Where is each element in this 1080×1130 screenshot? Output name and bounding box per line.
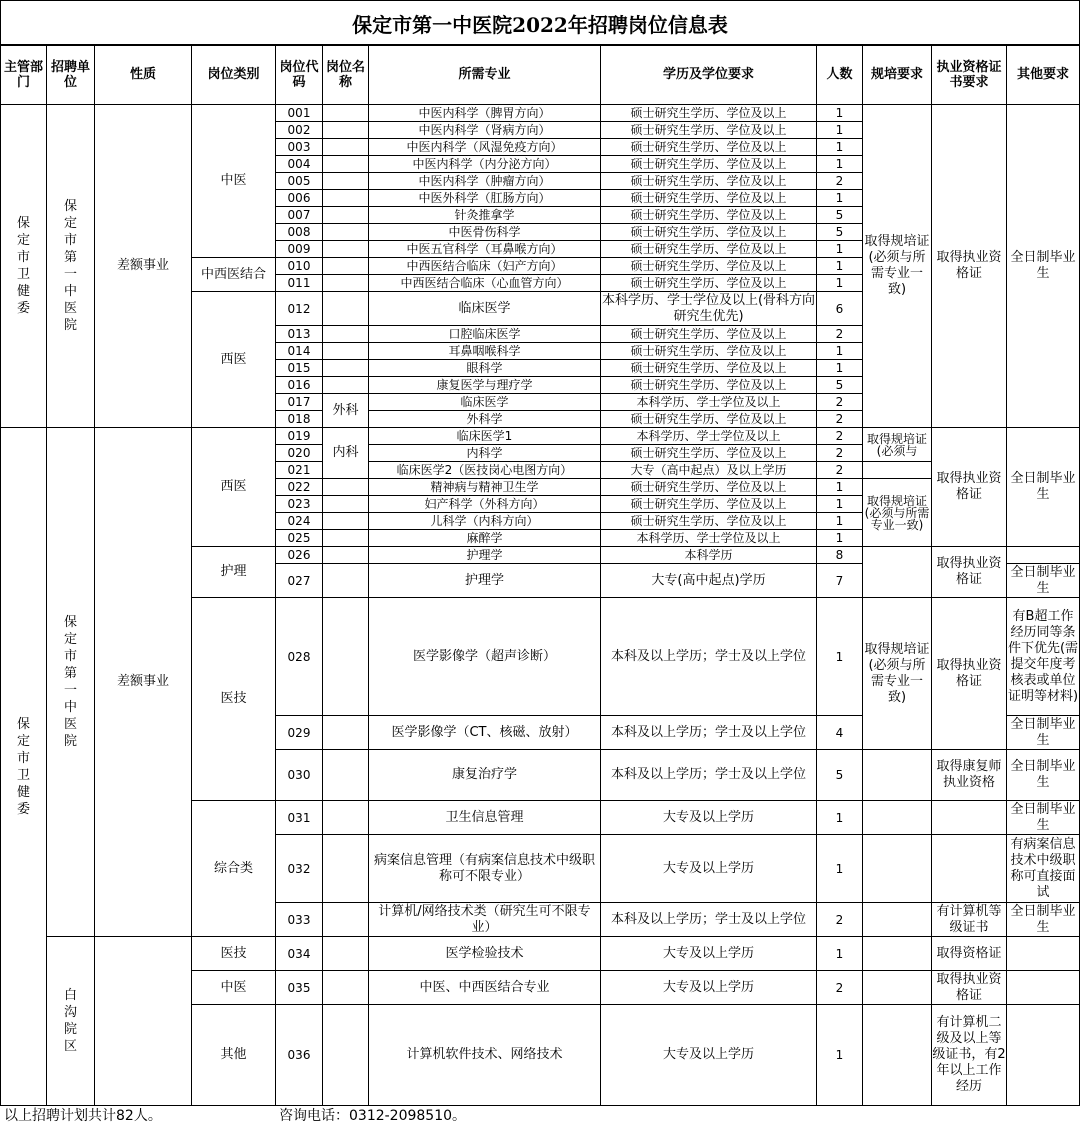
major: 儿科学（内科方向）	[369, 513, 601, 530]
education: 本科及以上学历；学士及以上学位	[601, 750, 817, 801]
post-code: 011	[276, 275, 323, 292]
major: 中医五官科学（耳鼻喉方向）	[369, 241, 601, 258]
headcount: 1	[817, 190, 863, 207]
other-req	[1007, 937, 1080, 971]
unit-cell-text: 保定市第一中医院	[63, 199, 77, 333]
education: 大专(高中起点)学历	[601, 564, 817, 598]
unit-cell	[47, 428, 95, 937]
license-req: 取得执业资格证	[932, 547, 1007, 598]
post-name	[323, 122, 369, 139]
post-name	[323, 224, 369, 241]
education: 硕士研究生学历、学位及以上	[601, 122, 817, 139]
post-code: 017	[276, 394, 323, 411]
headcount: 1	[817, 241, 863, 258]
post-code: 032	[276, 835, 323, 903]
table-row	[1, 105, 1080, 122]
education: 硕士研究生学历、学位及以上	[601, 326, 817, 343]
post-name	[323, 496, 369, 513]
post-code: 030	[276, 750, 323, 801]
post-name	[323, 547, 369, 564]
post-name	[323, 937, 369, 971]
post-code: 022	[276, 479, 323, 496]
footer-phone: 咨询电话：0312-2098510。	[279, 1108, 467, 1124]
headcount: 1	[817, 275, 863, 292]
major: 卫生信息管理	[369, 801, 601, 835]
license-req: 取得执业资格证	[932, 428, 1007, 547]
headcount: 1	[817, 105, 863, 122]
major: 护理学	[369, 547, 601, 564]
major: 外科学	[369, 411, 601, 428]
post-name	[323, 530, 369, 547]
post-code: 020	[276, 445, 323, 462]
post-name	[323, 207, 369, 224]
category-cell: 西医	[192, 292, 276, 428]
education: 硕士研究生学历、学位及以上	[601, 479, 817, 496]
post-code: 008	[276, 224, 323, 241]
post-code: 019	[276, 428, 323, 445]
education: 本科学历	[601, 547, 817, 564]
education: 本科及以上学历；学士及以上学位	[601, 716, 817, 750]
major: 精神病与精神卫生学	[369, 479, 601, 496]
nature-cell: 差额事业	[95, 105, 192, 428]
post-code: 023	[276, 496, 323, 513]
training-req	[863, 835, 932, 903]
license-req: 取得执业资格证	[932, 598, 1007, 750]
category-cell: 中医	[192, 105, 276, 258]
headcount: 1	[817, 835, 863, 903]
training-req	[863, 903, 932, 937]
table-row	[1, 428, 1080, 445]
post-code: 029	[276, 716, 323, 750]
major: 中西医结合临床（心血管方向）	[369, 275, 601, 292]
dept-cell-text: 保定市卫健委	[16, 716, 30, 817]
post-name	[323, 750, 369, 801]
headcount: 1	[817, 598, 863, 716]
education: 本科学历、学士学位及以上	[601, 530, 817, 547]
other-req: 全日制毕业生	[1007, 564, 1080, 598]
post-code: 003	[276, 139, 323, 156]
post-name	[323, 343, 369, 360]
headcount: 4	[817, 716, 863, 750]
post-name	[323, 275, 369, 292]
post-name	[323, 173, 369, 190]
headcount: 1	[817, 479, 863, 496]
post-name	[323, 971, 369, 1005]
major: 中医内科学（脾胃方向）	[369, 105, 601, 122]
major: 护理学	[369, 564, 601, 598]
headcount: 2	[817, 173, 863, 190]
education: 本科及以上学历；学士及以上学位	[601, 903, 817, 937]
header-license: 执业资格证书要求	[932, 45, 1007, 105]
post-code: 033	[276, 903, 323, 937]
education: 本科及以上学历；学士及以上学位	[601, 598, 817, 716]
license-req: 取得资格证	[932, 937, 1007, 971]
dept-cell	[1, 105, 47, 428]
headcount: 5	[817, 224, 863, 241]
page-title: 保定市第一中医院2022年招聘岗位信息表	[0, 0, 1080, 46]
post-code: 016	[276, 377, 323, 394]
post-name: 外科	[323, 394, 369, 428]
header-post-name: 岗位名称	[323, 45, 369, 105]
major: 耳鼻咽喉科学	[369, 343, 601, 360]
education: 硕士研究生学历、学位及以上	[601, 156, 817, 173]
category-cell: 护理	[192, 547, 276, 598]
other-req: 全日制毕业生	[1007, 716, 1080, 750]
other-req: 全日制毕业生	[1007, 903, 1080, 937]
headcount: 7	[817, 564, 863, 598]
headcount: 1	[817, 122, 863, 139]
education: 硕士研究生学历、学位及以上	[601, 445, 817, 462]
headcount: 5	[817, 750, 863, 801]
education: 硕士研究生学历、学位及以上	[601, 258, 817, 275]
footer	[4, 1105, 467, 1125]
major: 中医内科学（肿瘤方向）	[369, 173, 601, 190]
post-name	[323, 241, 369, 258]
header-education: 学历及学位要求	[601, 45, 817, 105]
post-code: 007	[276, 207, 323, 224]
training-req	[863, 1005, 932, 1106]
education: 硕士研究生学历、学位及以上	[601, 275, 817, 292]
education: 大专及以上学历	[601, 1005, 817, 1106]
major: 医学检验技术	[369, 937, 601, 971]
education: 大专及以上学历	[601, 801, 817, 835]
headcount: 2	[817, 903, 863, 937]
major: 医学影像学（CT、核磁、放射）	[369, 716, 601, 750]
post-code: 036	[276, 1005, 323, 1106]
header-training: 规培要求	[863, 45, 932, 105]
post-name: 内科	[323, 428, 369, 479]
post-name	[323, 716, 369, 750]
nature-cell	[95, 937, 192, 1106]
post-code: 025	[276, 530, 323, 547]
education: 硕士研究生学历、学位及以上	[601, 513, 817, 530]
post-code: 013	[276, 326, 323, 343]
post-code: 006	[276, 190, 323, 207]
post-code: 009	[276, 241, 323, 258]
other-req	[1007, 547, 1080, 564]
other-req: 有病案信息技术中级职称可直接面试	[1007, 835, 1080, 903]
other-req: 全日制毕业生	[1007, 801, 1080, 835]
unit-cell	[47, 937, 95, 1106]
education: 硕士研究生学历、学位及以上	[601, 411, 817, 428]
header-dept: 主管部门	[1, 45, 47, 105]
post-name	[323, 139, 369, 156]
training-req: 取得规培证(必须与所需专业一致)	[863, 598, 932, 750]
major: 临床医学1	[369, 428, 601, 445]
post-name	[323, 258, 369, 275]
other-req: 有B超工作经历同等条件下优先(需提交年度考核表或单位证明等材料)	[1007, 598, 1080, 716]
post-name	[323, 326, 369, 343]
recruitment-table	[0, 44, 1080, 1106]
post-name	[323, 479, 369, 496]
post-name	[323, 598, 369, 716]
license-req: 取得康复师执业资格	[932, 750, 1007, 801]
headcount: 1	[817, 156, 863, 173]
education: 硕士研究生学历、学位及以上	[601, 496, 817, 513]
education: 硕士研究生学历、学位及以上	[601, 224, 817, 241]
category-cell: 其他	[192, 1005, 276, 1106]
post-name	[323, 1005, 369, 1106]
headcount: 2	[817, 394, 863, 411]
major: 康复治疗学	[369, 750, 601, 801]
post-code: 014	[276, 343, 323, 360]
footer-total: 以上招聘计划共计82人。	[4, 1108, 162, 1124]
other-req: 全日制毕业生	[1007, 105, 1080, 428]
headcount: 2	[817, 428, 863, 445]
category-cell: 综合类	[192, 801, 276, 937]
post-code: 031	[276, 801, 323, 835]
education: 硕士研究生学历、学位及以上	[601, 190, 817, 207]
major: 计算机软件技术、网络技术	[369, 1005, 601, 1106]
unit-cell-text: 保定市第一中医院	[63, 615, 77, 749]
education: 硕士研究生学历、学位及以上	[601, 173, 817, 190]
education: 大专（高中起点）及以上学历	[601, 462, 817, 479]
post-name	[323, 513, 369, 530]
post-code: 026	[276, 547, 323, 564]
post-name	[323, 801, 369, 835]
post-code: 012	[276, 292, 323, 326]
major: 妇产科学（外科方向）	[369, 496, 601, 513]
license-req	[932, 801, 1007, 835]
headcount: 2	[817, 462, 863, 479]
post-code: 001	[276, 105, 323, 122]
post-name	[323, 190, 369, 207]
headcount: 2	[817, 411, 863, 428]
category-cell: 中医	[192, 971, 276, 1005]
major: 内科学	[369, 445, 601, 462]
education: 硕士研究生学历、学位及以上	[601, 343, 817, 360]
headcount: 8	[817, 547, 863, 564]
training-req	[863, 462, 932, 479]
other-req: 全日制毕业生	[1007, 750, 1080, 801]
dept-cell	[1, 428, 47, 1106]
post-code: 002	[276, 122, 323, 139]
major: 口腔临床医学	[369, 326, 601, 343]
license-req: 有计算机等级证书	[932, 903, 1007, 937]
header-nature: 性质	[95, 45, 192, 105]
headcount: 5	[817, 377, 863, 394]
post-name	[323, 903, 369, 937]
headcount: 1	[817, 360, 863, 377]
headcount: 6	[817, 292, 863, 326]
post-name	[323, 292, 369, 326]
post-code: 028	[276, 598, 323, 716]
headcount: 2	[817, 971, 863, 1005]
major: 计算机/网络技术类（研究生可不限专业）	[369, 903, 601, 937]
major: 中医外科学（肛肠方向）	[369, 190, 601, 207]
license-req: 取得执业资格证	[932, 971, 1007, 1005]
major: 临床医学	[369, 394, 601, 411]
headcount: 1	[817, 1005, 863, 1106]
nature-cell: 差额事业	[95, 428, 192, 937]
license-req: 取得执业资格证	[932, 105, 1007, 428]
education: 大专及以上学历	[601, 937, 817, 971]
table-row	[1, 937, 1080, 971]
major: 病案信息管理（有病案信息技术中级职称可不限专业）	[369, 835, 601, 903]
training-req	[863, 937, 932, 971]
header-count: 人数	[817, 45, 863, 105]
major: 中医内科学（肾病方向）	[369, 122, 601, 139]
major: 临床医学2（医技岗心电图方向）	[369, 462, 601, 479]
major: 眼科学	[369, 360, 601, 377]
other-req	[1007, 1005, 1080, 1106]
post-name	[323, 377, 369, 394]
headcount: 1	[817, 530, 863, 547]
license-req	[932, 835, 1007, 903]
post-code: 034	[276, 937, 323, 971]
education: 本科学历、学士学位及以上(骨科方向研究生优先)	[601, 292, 816, 324]
education: 大专及以上学历	[601, 835, 817, 903]
training-req: 取得规培证(必须与所需专业一致)	[863, 479, 932, 547]
other-req: 全日制毕业生	[1007, 428, 1080, 547]
headcount: 1	[817, 139, 863, 156]
major: 医学影像学（超声诊断）	[369, 598, 601, 716]
dept-cell-text: 保定市卫健委	[16, 216, 30, 316]
category-cell: 医技	[192, 598, 276, 801]
headcount: 5	[817, 207, 863, 224]
major: 临床医学	[369, 292, 601, 326]
headcount: 2	[817, 445, 863, 462]
major: 中医骨伤科学	[369, 224, 601, 241]
major: 中医内科学（风湿免疫方向）	[369, 139, 601, 156]
category-cell: 西医	[192, 428, 276, 547]
headcount: 1	[817, 801, 863, 835]
training-req	[863, 750, 932, 801]
training-req: 取得规培证(必须与	[863, 428, 932, 462]
category-cell: 中西医结合	[192, 258, 276, 292]
post-code: 010	[276, 258, 323, 275]
category-cell: 医技	[192, 937, 276, 971]
headcount: 1	[817, 937, 863, 971]
education: 硕士研究生学历、学位及以上	[601, 377, 817, 394]
major: 中医内科学（内分泌方向）	[369, 156, 601, 173]
education: 硕士研究生学历、学位及以上	[601, 241, 817, 258]
major: 康复医学与理疗学	[369, 377, 601, 394]
other-req	[1007, 971, 1080, 1005]
major: 中西医结合临床（妇产方向）	[369, 258, 601, 275]
training-req: 取得规培证(必须与所需专业一致)	[863, 105, 932, 428]
education: 大专及以上学历	[601, 971, 817, 1005]
header-category: 岗位类别	[192, 45, 276, 105]
post-name	[323, 105, 369, 122]
post-name	[323, 835, 369, 903]
education: 硕士研究生学历、学位及以上	[601, 360, 817, 377]
unit-cell	[47, 105, 95, 428]
training-req	[863, 801, 932, 835]
post-code: 005	[276, 173, 323, 190]
training-req	[863, 547, 932, 598]
education: 本科学历、学士学位及以上	[601, 394, 817, 411]
headcount: 1	[817, 513, 863, 530]
post-code: 027	[276, 564, 323, 598]
major: 针灸推拿学	[369, 207, 601, 224]
headcount: 2	[817, 326, 863, 343]
post-code: 024	[276, 513, 323, 530]
post-code: 015	[276, 360, 323, 377]
headcount: 1	[817, 496, 863, 513]
post-code: 035	[276, 971, 323, 1005]
header-major: 所需专业	[369, 45, 601, 105]
header-code: 岗位代码	[276, 45, 323, 105]
headcount: 1	[817, 343, 863, 360]
education: 硕士研究生学历、学位及以上	[601, 105, 817, 122]
post-code: 018	[276, 411, 323, 428]
education: 硕士研究生学历、学位及以上	[601, 207, 817, 224]
header-unit: 招聘单位	[47, 45, 95, 105]
post-name	[323, 156, 369, 173]
post-name	[323, 360, 369, 377]
unit-cell-text: 白沟院区	[63, 988, 77, 1054]
education: 本科学历、学士学位及以上	[601, 428, 817, 445]
header-other: 其他要求	[1007, 45, 1080, 105]
major: 麻醉学	[369, 530, 601, 547]
post-name	[323, 564, 369, 598]
training-req	[863, 971, 932, 1005]
header-row	[1, 45, 1080, 105]
post-code: 004	[276, 156, 323, 173]
education: 硕士研究生学历、学位及以上	[601, 139, 817, 156]
headcount: 1	[817, 258, 863, 275]
post-code: 021	[276, 462, 323, 479]
license-req: 有计算机二级及以上等级证书，有2年以上工作经历	[932, 1005, 1007, 1106]
major: 中医、中西医结合专业	[369, 971, 601, 1005]
